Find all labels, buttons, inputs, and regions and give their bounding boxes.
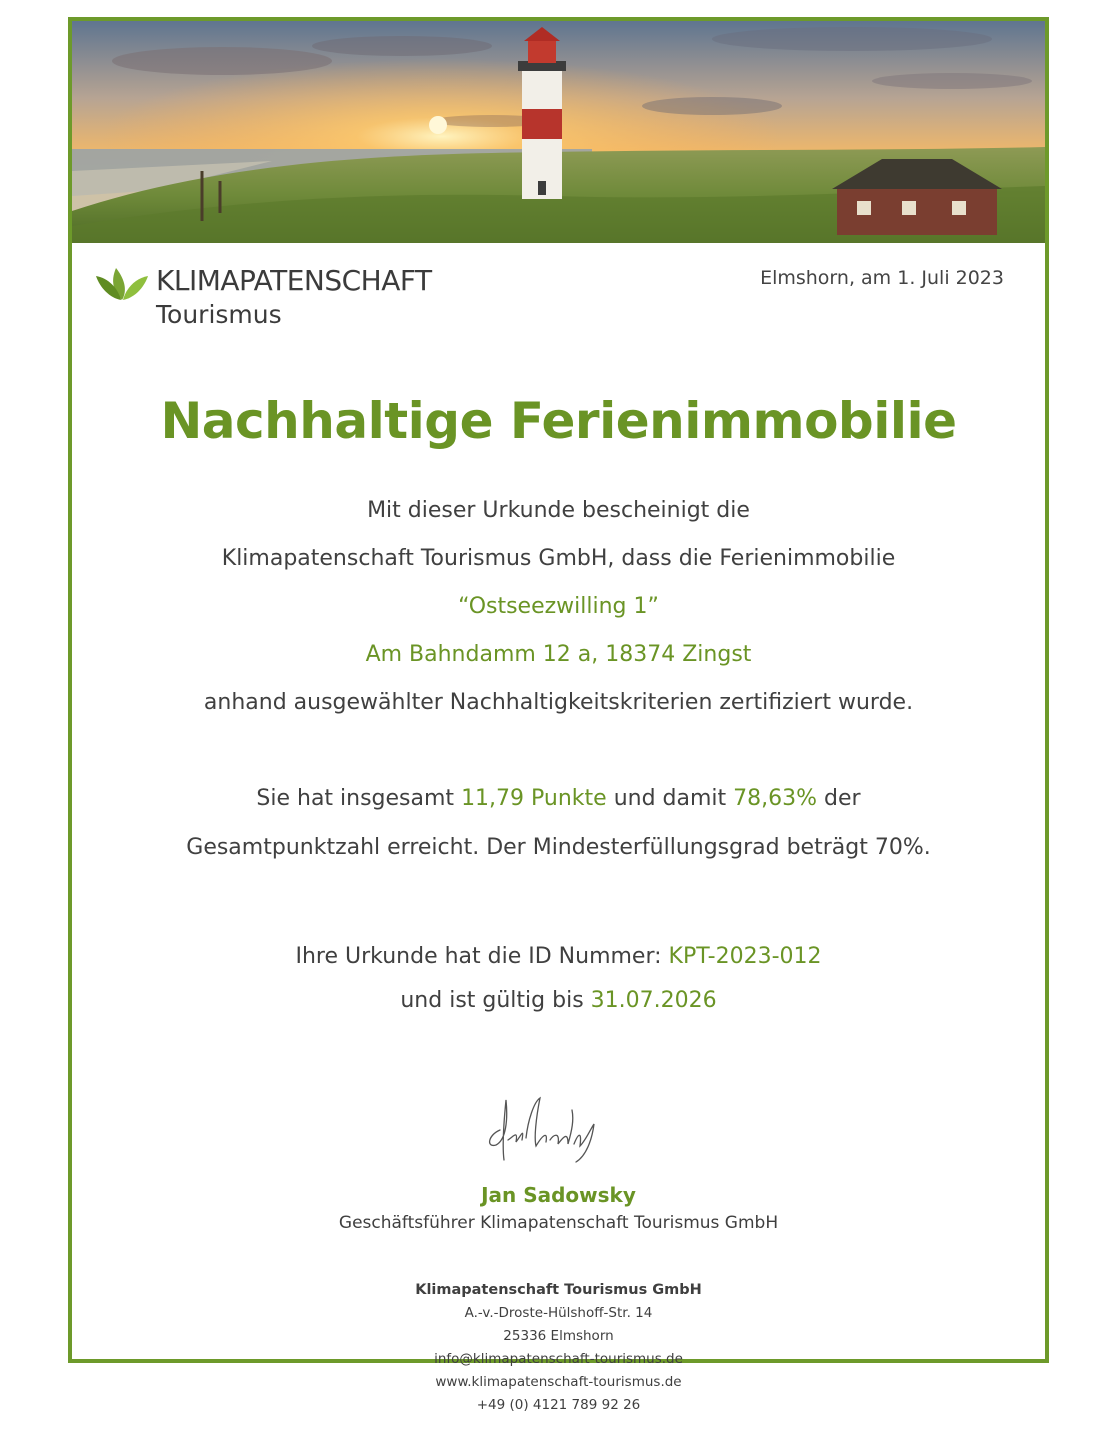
score-line-2: Gesamtpunktzahl erreicht. Der Mindesterfüllungsgrad beträgt 70%. <box>186 835 931 860</box>
score-prefix: Sie hat insgesamt <box>256 786 462 811</box>
intro-line-3: anhand ausgewählter Nachhaltigkeitskriterien zertifiziert wurde. <box>203 690 914 715</box>
certificate-headline: Nachhaltige Ferienimmobilie <box>160 392 957 450</box>
footer-city: 25336 Elmshorn <box>503 1328 614 1344</box>
validity-line <box>72 988 1045 1013</box>
footer-phone: +49 (0) 4121 789 92 26 <box>476 1397 641 1413</box>
signer-role: Geschäftsführer Klimapatenschaft Tourismus GmbH <box>338 1213 779 1233</box>
footer-street: A.-v.-Droste-Hülshoff-Str. 14 <box>464 1305 653 1321</box>
score-suffix: der <box>817 786 861 811</box>
property-address: Am Bahndamm 12 a, 18374 Zingst <box>365 642 752 667</box>
score-middle: und damit <box>606 786 734 811</box>
property-name: “Ostseezwilling 1” <box>458 594 659 619</box>
intro-line-1: Mit dieser Urkunde bescheinigt die <box>367 498 750 523</box>
logo-subtitle: Tourismus <box>156 300 282 329</box>
issue-date: Elmshorn, am 1. Juli 2023 <box>760 267 1004 289</box>
hero-lighthouse-image <box>72 21 1045 243</box>
valid-date: 31.07.2026 <box>590 988 717 1013</box>
intro-line-2: Klimapatenschaft Tourismus GmbH, dass die Ferienimmobilie <box>221 546 896 571</box>
certificate-id: KPT-2023-012 <box>668 944 822 969</box>
signer-name: Jan Sadowsky <box>481 1183 636 1207</box>
id-prefix: Ihre Urkunde hat die ID Nummer: <box>295 944 669 969</box>
leaf-icon <box>94 258 150 302</box>
footer-company: Klimapatenschaft Tourismus GmbH <box>415 1282 702 1298</box>
footer-email[interactable]: info@klimapatenschaft-tourismus.de <box>434 1351 683 1367</box>
handwritten-signature <box>478 1090 608 1170</box>
score-percent: 78,63% <box>733 786 818 811</box>
score-line <box>72 786 1045 811</box>
score-points: 11,79 Punkte <box>461 786 607 811</box>
id-line <box>72 944 1045 969</box>
logo-title: KLIMAPATENSCHAFT <box>156 264 432 297</box>
valid-prefix: und ist gültig bis <box>400 988 591 1013</box>
footer-website[interactable]: www.klimapatenschaft-tourismus.de <box>435 1374 682 1390</box>
